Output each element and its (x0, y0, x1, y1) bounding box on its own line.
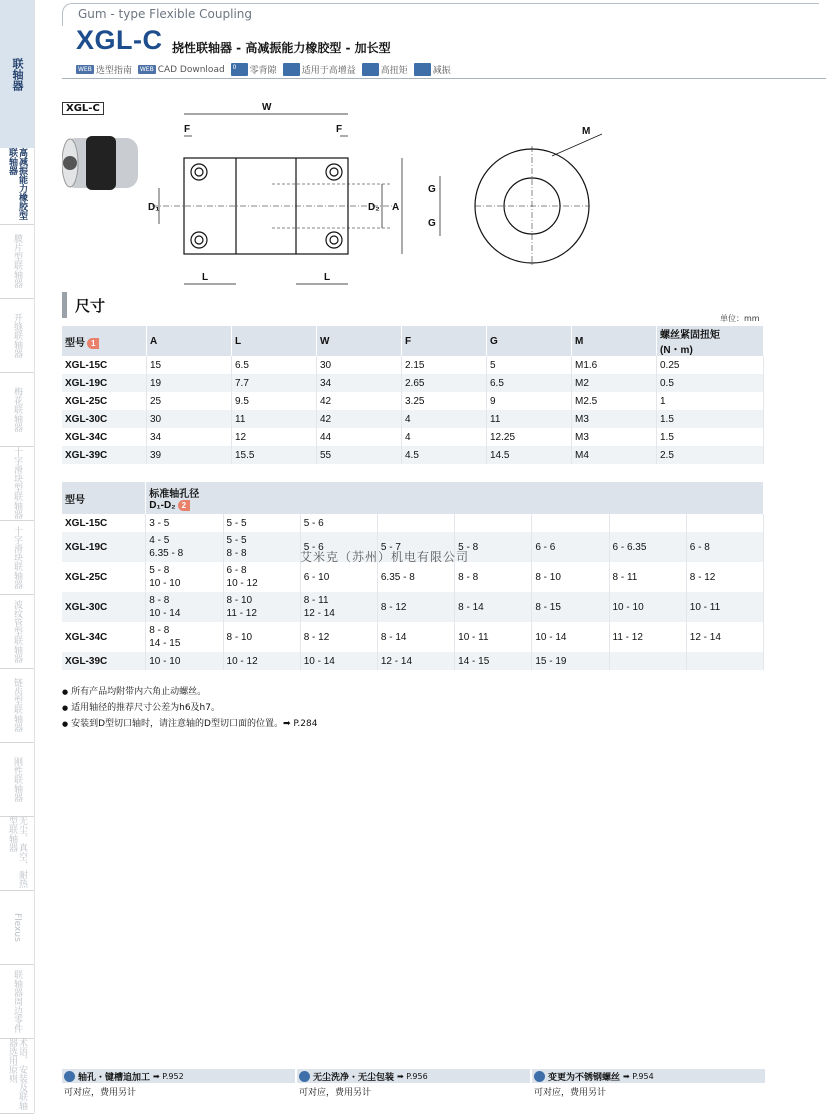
option-stainless-screws[interactable] (532, 1069, 765, 1101)
web-icon: WEB (78, 66, 92, 73)
dimension-label-d2: D₂ (368, 202, 380, 213)
product-description: 挠性联轴器 - 高减振能力橡胶型 - 加长型 (172, 41, 391, 55)
bore-cell: 5 - 8 10 - 10 (146, 562, 223, 592)
value-cell: 4.5 (402, 446, 487, 464)
unit-label: 单位：mm (720, 314, 760, 323)
value-cell: 1.5 (657, 428, 764, 446)
bore-cell: 8 - 8 14 - 15 (146, 622, 223, 652)
header-model: 型号 1 (62, 326, 147, 356)
bore-cell: 5 - 7 (377, 532, 454, 562)
option-title: 无尘洗净・无尘包装 (313, 1072, 395, 1083)
selection-guide-link[interactable] (76, 63, 132, 76)
value-cell: 42 (317, 392, 402, 410)
value-cell: 2.65 (402, 374, 487, 392)
bore-cell: 10 - 11 (686, 592, 763, 622)
bore-cell: 5 - 5 8 - 8 (223, 532, 300, 562)
bore-table (62, 482, 764, 670)
bore-cell: 10 - 10 (146, 652, 223, 670)
side-tab[interactable] (0, 816, 34, 891)
side-tab-label: Flexus (12, 912, 22, 942)
value-cell: 9.5 (232, 392, 317, 410)
value-cell: 30 (317, 356, 402, 374)
value-cell: 7.7 (232, 374, 317, 392)
zero-backlash-feature (231, 63, 277, 76)
page-header (62, 3, 826, 79)
option-clean-packaging[interactable] (297, 1069, 530, 1101)
bore-cell: 8 - 12 (300, 622, 377, 652)
model-cell: XGL-15C (62, 356, 147, 374)
option-body: 可对应，费用另计 (534, 1088, 607, 1098)
table-row (62, 446, 764, 464)
side-tab[interactable] (0, 594, 34, 669)
header-f: F (402, 326, 487, 356)
value-cell: 4 (402, 428, 487, 446)
section-bar (62, 292, 67, 318)
side-tab[interactable] (0, 148, 34, 225)
model-cell: XGL-30C (62, 410, 147, 428)
bore-cell: 8 - 14 (455, 592, 532, 622)
option-title: 轴孔・键槽追加工 (78, 1072, 151, 1083)
table-row (62, 392, 764, 410)
value-cell: 14.5 (487, 446, 572, 464)
model-cell: XGL-39C (62, 652, 146, 670)
bore-cell: 12 - 14 (377, 652, 454, 670)
side-tab[interactable] (0, 520, 34, 595)
bore-cell: 8 - 14 (377, 622, 454, 652)
note-item: ● 适用轴径的推荐尺寸公差为h6及h7。 (62, 700, 317, 716)
note-badge: 1 (87, 338, 99, 349)
icon-label: 选型指南 (95, 66, 132, 76)
side-tab-label: 高减振能力橡胶型联轴器 (7, 148, 27, 220)
value-cell: 39 (147, 446, 232, 464)
value-cell: M2 (572, 374, 657, 392)
value-cell: 12 (232, 428, 317, 446)
side-tab-label: 联轴器周边零件 (12, 969, 22, 1033)
bore-cell: 8 - 8 (455, 562, 532, 592)
section-heading (62, 292, 105, 318)
table-row (62, 374, 764, 392)
side-tab-label: 开缝联轴器 (12, 312, 22, 358)
bore-cell: 6 - 8 (686, 532, 763, 562)
bore-cell: 8 - 11 12 - 14 (300, 592, 377, 622)
value-cell: 12.25 (487, 428, 572, 446)
icon-label: 高扭矩 (380, 66, 408, 76)
table-row (62, 652, 764, 670)
bore-cell: 10 - 12 (223, 652, 300, 670)
dimension-label-w: W (262, 102, 272, 113)
bore-cell (686, 514, 763, 532)
value-cell: 2.15 (402, 356, 487, 374)
bore-cell: 8 - 15 (532, 592, 609, 622)
cad-download-link[interactable] (138, 65, 225, 75)
note-item: ● 所有产品均附带内六角止动螺丝。 (62, 684, 317, 700)
value-cell: 34 (317, 374, 402, 392)
feature-icons (76, 63, 451, 76)
bore-cell: 5 - 6 (300, 532, 377, 562)
bore-cell: 8 - 10 (532, 562, 609, 592)
bore-cell: 8 - 12 (377, 592, 454, 622)
bore-cell: 12 - 14 (686, 622, 763, 652)
side-navigation (0, 0, 35, 1113)
bore-cell: 6.35 - 8 (377, 562, 454, 592)
dimension-label-f: F (336, 124, 343, 135)
technical-drawing (62, 96, 782, 296)
damping-icon (414, 63, 431, 76)
model-tag: XGL-C (62, 102, 104, 115)
clean-icon (299, 1071, 310, 1082)
value-cell: 19 (147, 374, 232, 392)
dimension-labels (148, 102, 590, 283)
model-cell: XGL-25C (62, 392, 147, 410)
option-title: 变更为不锈钢螺丝 (548, 1072, 621, 1083)
bore-cell: 15 - 19 (532, 652, 609, 670)
model-cell: XGL-34C (62, 622, 146, 652)
footer-options (62, 1069, 764, 1101)
side-tab[interactable] (0, 890, 34, 965)
bore-cell: 11 - 12 (609, 622, 686, 652)
value-cell: 42 (317, 410, 402, 428)
table-row (62, 562, 764, 592)
bore-cell (377, 514, 454, 532)
value-cell: 34 (147, 428, 232, 446)
bore-cell (609, 514, 686, 532)
side-tab-label: 膜片型联轴器 (12, 234, 22, 288)
dimension-label-l: L (324, 272, 331, 283)
side-tab[interactable] (0, 0, 34, 149)
value-cell: 30 (147, 410, 232, 428)
dimension-label-a: A (392, 202, 400, 213)
end-view (440, 134, 602, 266)
side-tab[interactable] (0, 372, 34, 447)
bore-cell: 8 - 12 (686, 562, 763, 592)
watermark: 艾米克（苏州）机电有限公司 (300, 550, 470, 564)
side-tab-label: 波纹管型联轴器 (12, 599, 22, 663)
bore-cell: 6 - 8 10 - 12 (223, 562, 300, 592)
web-icon: WEB (139, 66, 154, 73)
side-tab-label: 无尘、真空、耐热型联轴器 (7, 816, 27, 888)
option-body: 可对应，费用另计 (299, 1088, 372, 1098)
side-tab[interactable] (0, 446, 34, 521)
value-cell: 5 (487, 356, 572, 374)
value-cell: M2.5 (572, 392, 657, 410)
value-cell: 6.5 (232, 356, 317, 374)
icon-label: CAD Download (157, 64, 225, 75)
torque-icon (362, 63, 379, 76)
bore-icon (64, 1071, 75, 1082)
value-cell: M4 (572, 446, 657, 464)
dimension-table (62, 326, 764, 464)
option-bore-machining[interactable] (62, 1069, 295, 1101)
table-row (62, 410, 764, 428)
bore-cell: 6 - 10 (300, 562, 377, 592)
bore-cell: 6 - 6 (532, 532, 609, 562)
bore-cell: 6 - 6.35 (609, 532, 686, 562)
header-a: A (147, 326, 232, 356)
section-title: 尺寸 (75, 296, 106, 315)
side-tab-label: 十字滑块联轴器 (12, 525, 22, 589)
icon-label: 适用于高增益 (301, 66, 356, 76)
table-row (62, 428, 764, 446)
value-cell: 15.5 (232, 446, 317, 464)
value-cell: M3 (572, 428, 657, 446)
value-cell: 4 (402, 410, 487, 428)
value-cell: 11 (232, 410, 317, 428)
bore-cell: 10 - 11 (455, 622, 532, 652)
bore-cell: 8 - 10 (223, 622, 300, 652)
drawing-area (62, 96, 782, 296)
header-model: 型号 (62, 482, 146, 514)
value-cell: 0.5 (657, 374, 764, 392)
side-tab[interactable] (0, 742, 34, 817)
zero-backlash-icon: 0 (231, 63, 248, 76)
header-m: M (572, 326, 657, 356)
table-row (62, 592, 764, 622)
value-cell: 2.5 (657, 446, 764, 464)
model-cell: XGL-30C (62, 592, 146, 622)
side-tab[interactable] (0, 224, 34, 299)
table-row (62, 514, 764, 532)
bore-cell: 10 - 10 (609, 592, 686, 622)
header-w: W (317, 326, 402, 356)
damping-feature (414, 63, 451, 76)
bore-cell (532, 514, 609, 532)
value-cell: 6.5 (487, 374, 572, 392)
dimension-label-f: F (184, 124, 191, 135)
bore-cell (609, 652, 686, 670)
sus-icon (534, 1071, 545, 1082)
model-cell: XGL-19C (62, 532, 146, 562)
page-ref[interactable]: ➡ P.954 (623, 1071, 654, 1081)
value-cell: 25 (147, 392, 232, 410)
model-cell: XGL-39C (62, 446, 147, 464)
side-tab-label: 刚性联轴器 (12, 756, 22, 802)
side-tab-label: 联轴器 (11, 57, 24, 91)
page-ref[interactable]: ➡ P.956 (397, 1071, 428, 1081)
model-cell: XGL-19C (62, 374, 147, 392)
header-torque: 螺丝紧固扭矩 (N・m) (657, 326, 764, 356)
value-cell: 3.25 (402, 392, 487, 410)
note-item[interactable]: ● 安装到D型切口轴时，请注意轴的D型切口面的位置。➡ P.284 (62, 716, 317, 732)
header-l: L (232, 326, 317, 356)
side-tab-label: 链齿型联轴器 (12, 678, 22, 732)
value-cell: 0.25 (657, 356, 764, 374)
header-g: G (487, 326, 572, 356)
bore-cell: 3 - 5 (146, 514, 223, 532)
value-cell: M1.6 (572, 356, 657, 374)
icon-label: 零背隙 (249, 66, 277, 76)
dimension-label-g: G (428, 218, 436, 229)
bore-cell: 5 - 6 (300, 514, 377, 532)
high-gain-feature (283, 63, 356, 76)
dimension-label-m: M (582, 126, 591, 137)
dimension-label-l: L (202, 272, 209, 283)
side-tab[interactable] (0, 964, 34, 1039)
model-cell: XGL-25C (62, 562, 146, 592)
page-ref[interactable]: ➡ P.952 (153, 1071, 184, 1081)
encoder-icon (283, 63, 300, 76)
table-header-row (62, 482, 764, 514)
table-row (62, 622, 764, 652)
value-cell: 55 (317, 446, 402, 464)
side-tab-label: 梅花联轴器 (12, 386, 22, 432)
side-tab-label: 术语、安装及联轴器选用原则 (7, 1038, 27, 1110)
header-bore: 标准轴孔径 D₁-D₂ 2 (146, 482, 764, 514)
bore-cell: 8 - 10 11 - 12 (223, 592, 300, 622)
product-subtitle: Gum - type Flexible Coupling (78, 7, 252, 21)
bore-cell: 5 - 8 (455, 532, 532, 562)
value-cell: 9 (487, 392, 572, 410)
icon-label: 减振 (432, 66, 451, 76)
value-cell: 11 (487, 410, 572, 428)
dimension-label-d1: D₁ (148, 202, 160, 213)
bore-cell (686, 652, 763, 670)
table-row (62, 356, 764, 374)
bore-cell: 10 - 14 (532, 622, 609, 652)
bore-cell: 5 - 5 (223, 514, 300, 532)
notes (62, 684, 317, 732)
high-torque-feature (362, 63, 408, 76)
value-cell: 15 (147, 356, 232, 374)
bore-cell: 8 - 11 (609, 562, 686, 592)
header-divider (62, 78, 826, 79)
value-cell: 44 (317, 428, 402, 446)
value-cell: 1 (657, 392, 764, 410)
value-cell: M3 (572, 410, 657, 428)
bore-cell: 8 - 8 10 - 14 (146, 592, 223, 622)
side-tab[interactable] (0, 1038, 34, 1114)
product-title: XGL-C (76, 25, 163, 55)
side-tab-label: 十字滑块型联轴器 (12, 447, 22, 519)
dimension-label-g: G (428, 184, 436, 195)
value-cell: 1.5 (657, 410, 764, 428)
side-tab[interactable] (0, 298, 34, 373)
bore-cell: 14 - 15 (455, 652, 532, 670)
product-photo (62, 136, 138, 190)
option-body: 可对应，费用另计 (64, 1088, 137, 1098)
note-badge: 2 (178, 500, 190, 511)
model-cell: XGL-34C (62, 428, 147, 446)
side-view (152, 114, 402, 284)
bore-cell: 10 - 14 (300, 652, 377, 670)
table-header-row (62, 326, 764, 356)
bore-cell (455, 514, 532, 532)
bore-cell: 4 - 5 6.35 - 8 (146, 532, 223, 562)
model-cell: XGL-15C (62, 514, 146, 532)
side-tab[interactable] (0, 668, 34, 743)
